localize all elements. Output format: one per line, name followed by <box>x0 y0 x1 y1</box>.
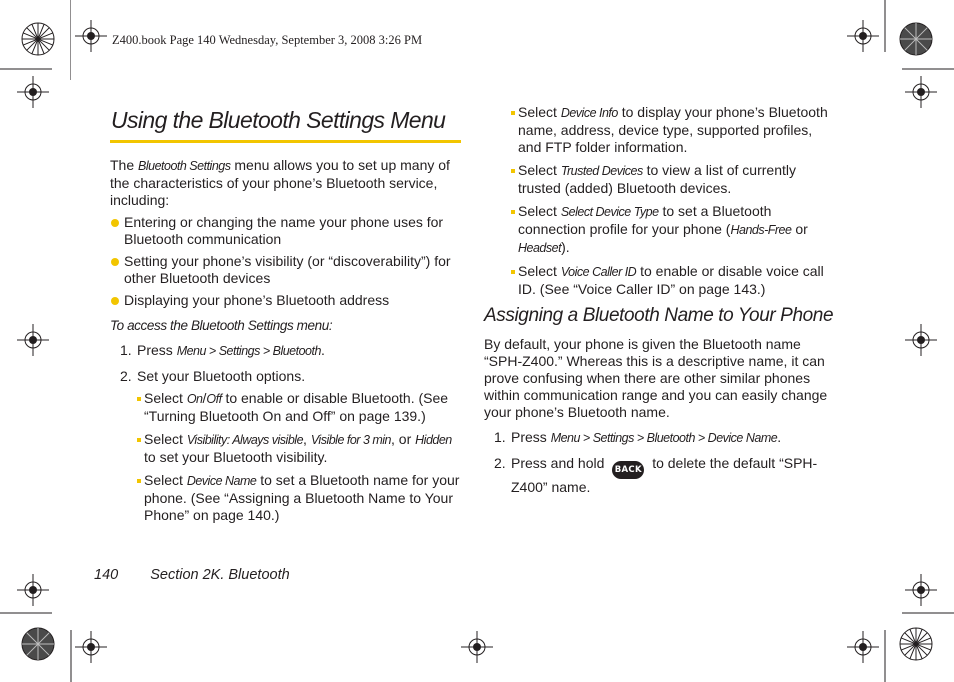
crop-mark-right-bottom <box>902 612 954 614</box>
registration-mark-icon <box>17 324 49 356</box>
sub-item-voice-caller-id: Select Voice Caller ID to enable or disable voice call ID. (See “Voice Caller ID” on page 143.) <box>484 263 834 298</box>
right-column <box>484 104 834 504</box>
square-bullet-icon <box>137 438 141 442</box>
registration-mark-icon <box>17 574 49 606</box>
starburst-mark-icon <box>21 627 55 661</box>
square-bullet-icon <box>511 270 515 274</box>
sub-item-device-type: Select Select Device Type to set a Bluetooth connection profile for your phone (Hands-Free or Headset). <box>484 203 834 257</box>
bullet-icon <box>111 258 119 266</box>
body-paragraph: By default, your phone is given the Bluetooth name “SPH-Z400.” Whereas this is a descriptive name, it can prove confusing when there are other similar phones within communication range and you can easily change your phone’s Bluetooth name. <box>484 336 828 420</box>
registration-mark-icon <box>905 76 937 108</box>
menu-path: Menu > Settings > Bluetooth > Device Name <box>550 431 778 445</box>
page-title: Using the Bluetooth Settings Menu <box>111 107 446 133</box>
registration-mark-icon <box>461 631 493 663</box>
square-bullet-icon <box>511 210 515 214</box>
crop-mark-left-bottom <box>0 612 52 614</box>
square-bullet-icon <box>137 479 141 483</box>
sub-item-device-info: Select Device Info to display your phone’s Bluetooth name, address, device type, supported profiles, and FTP folder information. <box>484 104 834 156</box>
crop-mark-top-right <box>884 0 886 80</box>
registration-mark-icon <box>847 20 879 52</box>
square-bullet-icon <box>137 397 141 401</box>
section-heading: Assigning a Bluetooth Name to Your Phone <box>484 305 834 326</box>
registration-mark-icon <box>75 631 107 663</box>
registration-mark-icon <box>17 76 49 108</box>
step-2: 2. Press and hold BACK to delete the default “SPH-Z400” name. <box>494 455 818 495</box>
crop-mark-bottom-left <box>70 630 72 682</box>
step-1: 1. Press Menu > Settings > Bluetooth. <box>120 342 325 358</box>
procedure-lead: To access the Bluetooth Settings menu: <box>110 318 333 333</box>
title-rule <box>110 140 461 143</box>
page-footer <box>94 567 290 583</box>
crop-mark-bottom-right <box>884 630 886 682</box>
left-column <box>110 104 462 530</box>
sub-item-visibility: Select Visibility: Always visible, Visible for 3 min, or Hidden to set your Bluetooth visibility. <box>110 431 462 466</box>
square-bullet-icon <box>511 111 515 115</box>
sub-item-trusted-devices: Select Trusted Devices to view a list of currently trusted (added) Bluetooth devices. <box>484 162 834 197</box>
list-item: Entering or changing the name your phone uses for Bluetooth communication <box>110 214 462 248</box>
bullet-icon <box>111 219 119 227</box>
sub-item-device-name: Select Device Name to set a Bluetooth name for your phone. (See “Assigning a Bluetooth Name to Your Phone” on page 140.) <box>110 472 462 524</box>
registration-mark-icon <box>75 20 107 52</box>
starburst-mark-icon <box>21 22 55 56</box>
page-number: 140 <box>94 567 119 583</box>
list-item: Displaying your phone’s Bluetooth address <box>110 292 462 309</box>
sub-item-on-off: Select On/Off to enable or disable Bluetooth. (See “Turning Bluetooth On and Off” on page 139.) <box>110 390 462 425</box>
menu-path: Menu > Settings > Bluetooth <box>176 344 321 358</box>
bullet-icon <box>111 297 119 305</box>
starburst-mark-icon <box>899 627 933 661</box>
back-key-icon: BACK <box>612 461 644 479</box>
crop-mark-left-top <box>0 68 70 70</box>
starburst-mark-icon <box>899 22 933 56</box>
registration-mark-icon <box>905 574 937 606</box>
registration-mark-icon <box>905 324 937 356</box>
intro-paragraph: The Bluetooth Settings menu allows you to set up many of the characteristics of your phone’s Bluetooth service, including: <box>110 157 450 208</box>
step-2: 2. Set your Bluetooth options. <box>120 368 306 384</box>
section-name: Section 2K. Bluetooth <box>150 567 290 583</box>
registration-mark-icon <box>847 631 879 663</box>
print-header: Z400.book Page 140 Wednesday, September 3, 2008 3:26 PM <box>112 33 423 47</box>
crop-mark-right-top <box>902 68 954 70</box>
square-bullet-icon <box>511 169 515 173</box>
list-item: Setting your phone’s visibility (or “discoverability”) for other Bluetooth devices <box>110 253 462 287</box>
step-1: 1. Press Menu > Settings > Bluetooth > Device Name. <box>494 429 782 445</box>
term-bluetooth-settings: Bluetooth Settings <box>138 159 231 173</box>
